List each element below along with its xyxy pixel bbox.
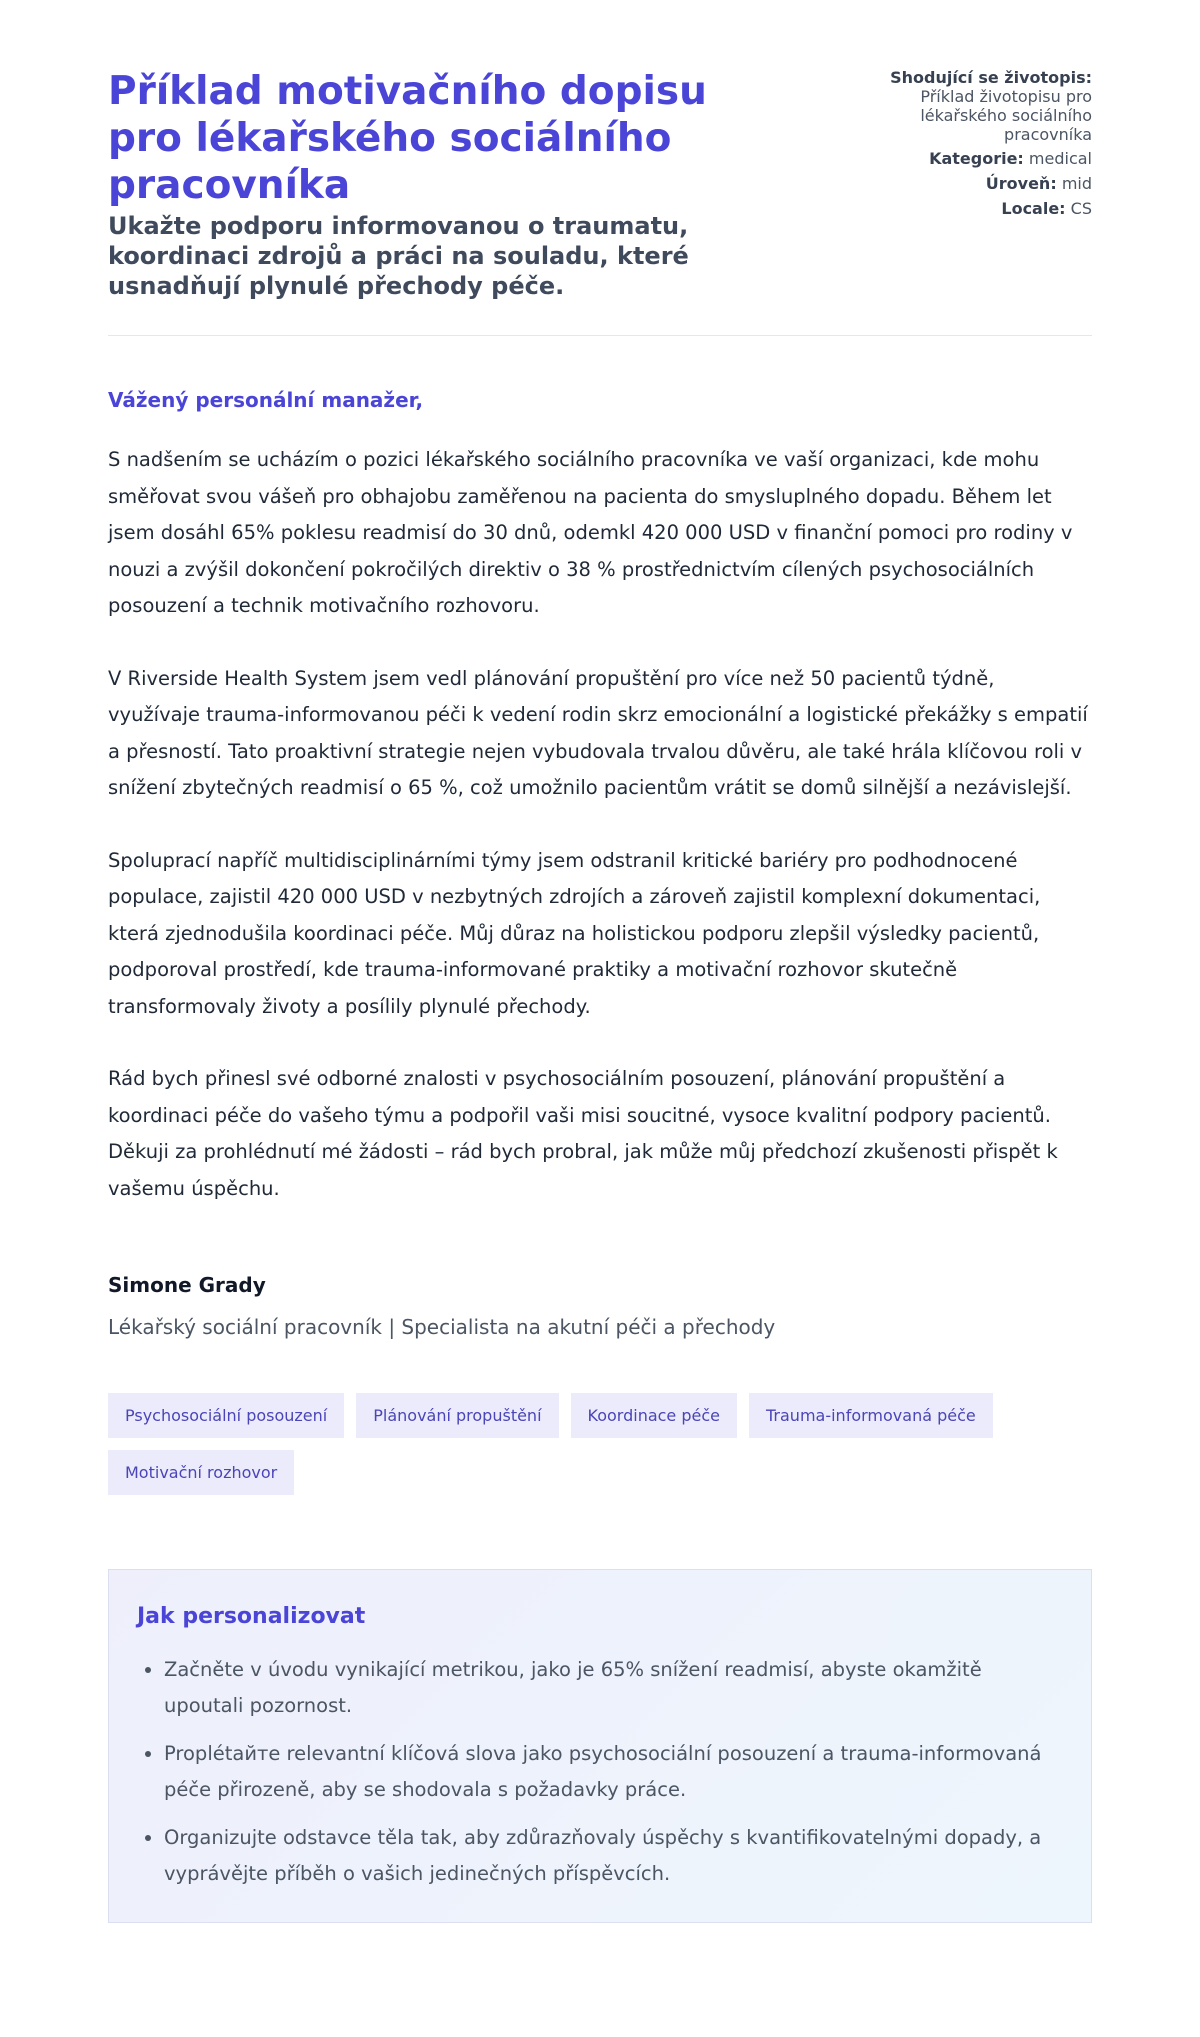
skill-tag: Motivační rozhovor	[108, 1450, 294, 1495]
tips-list	[137, 1652, 1063, 1892]
meta-locale-value: CS	[1070, 199, 1092, 218]
tip-item: • Proplétaйте relevantní klíčová slova jako psychosociální posouzení a trauma-informovaná péče přirozeně, aby se shodovala s požadavky práce.	[164, 1736, 1063, 1808]
tip-item: • Organizujte odstavce těla tak, aby zdůrazňovaly úspěchy s kvantifikovatelnými dopady, a vyprávějte příběh o vašich jedinečných příspěvcích.	[164, 1820, 1063, 1892]
skill-tag: Koordinace péče	[571, 1393, 737, 1438]
letter-paragraph: Rád bych přinesl své odborné znalosti v psychosociálním posouzení, plánování propuštění a koordinaci péče do vašeho týmu a podpořil vaši misi soucitné, vysoce kvalitní podpory pacientů. Děkuji za prohlédnutí mé žádosti – rád bych probral, jak může můj předchozí zkušenosti přispět k vašemu úspěchu.	[108, 1067, 1058, 1200]
page-title: Příklad motivačního dopisu pro lékařského sociálního pracovníka	[108, 69, 707, 208]
skill-tag: Plánování propuštění	[356, 1393, 558, 1438]
letter-paragraph: S nadšením se ucházím o pozici lékařského sociálního pracovníka ve vaší organizaci, kde mohu směřovat svou vášeň pro obhajobu zaměřenou na pacienta do smysluplného dopadu. Během let jsem dosáhl 65% poklesu readmisí do 30 dnů, odemkl 420 000 USD v finanční pomoci pro rodiny v nouzi a zvýšil dokončení pokročilých direktiv o 38 % prostřednictvím cílených psychosociálních posouzení a technik motivačního rozhovoru.	[108, 448, 1073, 617]
tips-title: Jak personalizovat	[137, 1604, 366, 1629]
letter-paragraph: V Riverside Health System jsem vedl plánování propuštění pro více než 50 pacientů týdně, využívaje trauma-informovanou péči k vedení rodin skrz emocionální a logistické překážky s empatií a přesností. Tato proaktivní strategie nejen vybudovala trvalou důvěru, ale také hrála klíčovou roli v snížení zbytečných readmisí o 65 %, což umožnilo pacientům vrátit se domů silnější a nezávislejší.	[108, 666, 1088, 799]
header-titles	[108, 68, 748, 301]
signature-title: Lékařský sociální pracovník | Specialista na akutní péči a přechody	[108, 1315, 776, 1339]
letter-body	[108, 442, 1092, 1207]
meta-locale	[832, 199, 1092, 218]
signature	[108, 1271, 1092, 1341]
tip-item: • Začněte v úvodu vynikající metrikou, jako je 65% snížení readmisí, abyste okamžitě upoutali pozornost.	[164, 1652, 1063, 1724]
skill-tag: Psychosociální posouzení	[108, 1393, 344, 1438]
letter-paragraph: Spoluprací napříč multidisciplinárními týmy jsem odstranil kritické bariéry pro podhodnocené populace, zajistil 420 000 USD v nezbytných zdrojích a zároveň zajistil komplexní dokumentaci, která zjednodušila koordinaci péče. Můj důraz na holistickou podporu zlepšil výsledky pacientů, podporoval prostředí, kde trauma-informované praktiky a motivační rozhovor skutečně transformovaly životy a posílily plynulé přechody.	[108, 848, 1041, 1018]
meta-panel	[832, 68, 1092, 224]
letter	[108, 386, 1092, 1341]
skill-tags	[108, 1393, 1098, 1495]
meta-category-value: medical	[1028, 149, 1092, 168]
page-header	[108, 68, 1092, 336]
meta-category	[832, 149, 1092, 168]
skill-tag: Trauma-informovaná péče	[749, 1393, 993, 1438]
personalization-tips	[108, 1569, 1092, 1923]
meta-matching-resume	[832, 68, 1092, 144]
meta-level-label: Úroveň:	[985, 174, 1057, 193]
meta-level-value: mid	[1061, 174, 1092, 193]
meta-locale-label: Locale:	[1001, 199, 1066, 218]
meta-level	[832, 174, 1092, 193]
signature-name: Simone Grady	[108, 1273, 266, 1297]
letter-greeting: Vážený personální manažer,	[108, 388, 424, 412]
meta-matching-resume-label: Shodující se životopis:	[890, 68, 1092, 87]
meta-matching-resume-value: Příklad životopisu pro lékařského sociálního pracovníka	[920, 87, 1092, 144]
page-subtitle: Ukažte podporu informovanou o traumatu, koordinaci zdrojů a práci na souladu, které usnadňují plynulé přechody péče.	[108, 212, 689, 300]
meta-category-label: Kategorie:	[929, 149, 1024, 168]
